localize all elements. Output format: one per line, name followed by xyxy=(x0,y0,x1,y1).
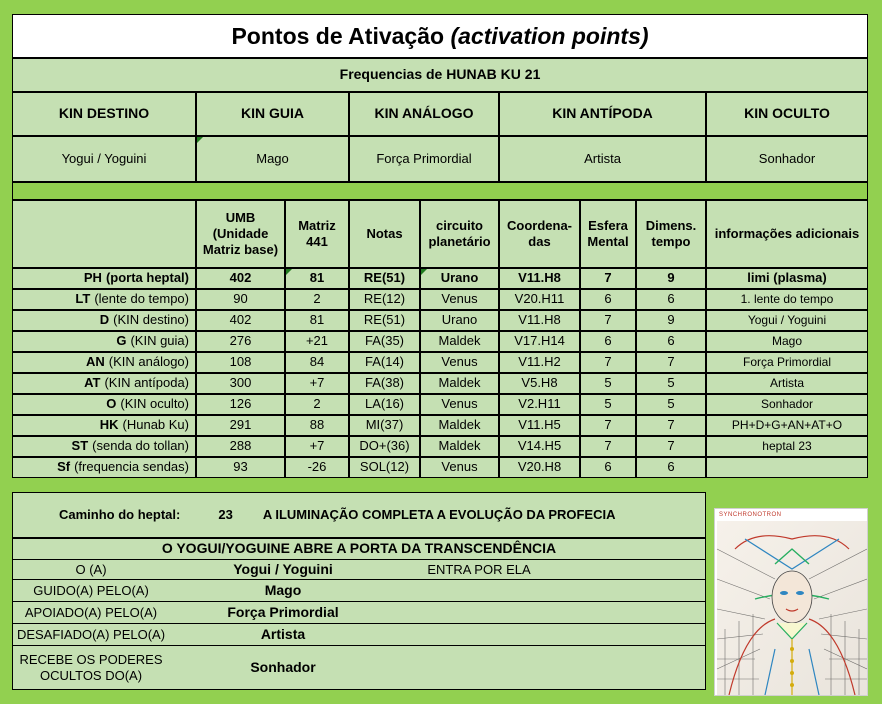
row-name: (KIN destino) xyxy=(113,312,189,328)
header-notas: Notas xyxy=(349,200,420,268)
row-abbr: O xyxy=(106,396,117,412)
cell-coord: V20.H8 xyxy=(499,457,580,478)
cell-nota: RE(12) xyxy=(349,289,420,310)
cell-dimens: 7 xyxy=(636,415,706,436)
header-esfera: Esfera Mental xyxy=(580,200,636,268)
cell-info: 1. lente do tempo xyxy=(706,289,868,310)
assignment-value: Força Primordial xyxy=(227,604,339,621)
row-name: (senda do tollan) xyxy=(92,438,189,454)
cell-circuito: Venus xyxy=(420,457,499,478)
cell-umb: 402 xyxy=(196,268,285,289)
row-label xyxy=(12,268,196,289)
cell-nota: DO+(36) xyxy=(349,436,420,457)
assignment-extra: ENTRA POR ELA xyxy=(427,561,531,577)
row-name: (Hunab Ku) xyxy=(122,417,189,433)
cell-nota: SOL(12) xyxy=(349,457,420,478)
kin-header-guia: KIN GUIA xyxy=(196,92,349,136)
assignment-row xyxy=(12,602,706,624)
row-name: (KIN guia) xyxy=(130,333,189,349)
row-name: (KIN oculto) xyxy=(120,396,189,412)
cell-circuito: Venus xyxy=(420,289,499,310)
row-label xyxy=(12,394,196,415)
kin-header-oculto: KIN OCULTO xyxy=(706,92,868,136)
cell-nota: FA(38) xyxy=(349,373,420,394)
cell-nota: MI(37) xyxy=(349,415,420,436)
assignment-value: Sonhador xyxy=(250,659,316,676)
cell-matriz: 81 xyxy=(285,268,349,289)
cell-dimens: 7 xyxy=(636,352,706,373)
assignment-extra xyxy=(397,624,561,646)
row-name: (frequencia sendas) xyxy=(74,459,189,475)
assignment-extra xyxy=(397,646,561,690)
row-abbr: Sf xyxy=(57,459,71,475)
row-abbr: AT xyxy=(84,375,101,391)
cell-dimens: 6 xyxy=(636,289,706,310)
cell-nota: RE(51) xyxy=(349,268,420,289)
cell-matriz: 81 xyxy=(285,310,349,331)
cell-dimens: 7 xyxy=(636,436,706,457)
cell-circuito: Venus xyxy=(420,352,499,373)
cell-coord: V11.H8 xyxy=(499,310,580,331)
cell-info: Sonhador xyxy=(706,394,868,415)
row-abbr: AN xyxy=(86,354,105,370)
cell-info: Mago xyxy=(706,331,868,352)
cell-esfera: 6 xyxy=(580,457,636,478)
page-title xyxy=(12,14,868,58)
cell-matriz: +7 xyxy=(285,373,349,394)
assignment-row xyxy=(12,580,706,602)
cell-coord: V14.H5 xyxy=(499,436,580,457)
cell-umb: 276 xyxy=(196,331,285,352)
assignment-row xyxy=(12,646,706,690)
cell-nota: LA(16) xyxy=(349,394,420,415)
kin-value-antipoda: Artista xyxy=(499,136,706,182)
cell-circuito: Maldek xyxy=(420,436,499,457)
cell-esfera: 7 xyxy=(580,436,636,457)
cell-circuito: Maldek xyxy=(420,373,499,394)
cell-esfera: 6 xyxy=(580,289,636,310)
cell-circuito: Urano xyxy=(420,310,499,331)
cell-circuito: Maldek xyxy=(420,415,499,436)
cell-info: Artista xyxy=(706,373,868,394)
cell-dimens: 9 xyxy=(636,268,706,289)
kin-value-destino: Yogui / Yoguini xyxy=(12,136,196,182)
row-label xyxy=(12,352,196,373)
kin-header-antipoda: KIN ANTÍPODA xyxy=(499,92,706,136)
cell-matriz: +21 xyxy=(285,331,349,352)
cell-info: limi (plasma) xyxy=(706,268,868,289)
cell-dimens: 5 xyxy=(636,373,706,394)
kin-value-analogo: Força Primordial xyxy=(349,136,499,182)
assignment-value: Mago xyxy=(264,582,302,599)
cell-nota: RE(51) xyxy=(349,310,420,331)
cell-umb: 108 xyxy=(196,352,285,373)
spacer-bar xyxy=(12,182,868,200)
header-dimens: Dimens. tempo xyxy=(636,200,706,268)
cell-matriz: 2 xyxy=(285,289,349,310)
cell-dimens: 6 xyxy=(636,457,706,478)
cell-circuito: Venus xyxy=(420,394,499,415)
kin-value-oculto: Sonhador xyxy=(706,136,868,182)
assignment-row xyxy=(12,624,706,646)
cell-info: Força Primordial xyxy=(706,352,868,373)
cell-circuito: Maldek xyxy=(420,331,499,352)
assignment-label: APOIADO(A) PELO(A) xyxy=(24,604,158,620)
assignment-value: Artista xyxy=(260,626,306,643)
row-abbr: PH xyxy=(83,270,102,286)
assignment-label: DESAFIADO(A) PELO(A) xyxy=(16,626,166,642)
header-umb: UMB (Unidade Matriz base) xyxy=(196,200,285,268)
title-main: Pontos de Ativação xyxy=(231,22,445,49)
row-label xyxy=(12,331,196,352)
kin-header-destino: KIN DESTINO xyxy=(12,92,196,136)
row-abbr: HK xyxy=(99,417,119,433)
row-label xyxy=(12,457,196,478)
cell-nota: FA(35) xyxy=(349,331,420,352)
cell-nota: FA(14) xyxy=(349,352,420,373)
row-abbr: LT xyxy=(75,291,91,307)
cell-info: heptal 23 xyxy=(706,436,868,457)
row-label xyxy=(12,415,196,436)
row-abbr: D xyxy=(99,312,110,328)
header-circuito: circuito planetário xyxy=(420,200,499,268)
cell-coord: V2.H11 xyxy=(499,394,580,415)
cell-circuito: Urano xyxy=(420,268,499,289)
cell-coord: V11.H2 xyxy=(499,352,580,373)
row-name: (KIN antípoda) xyxy=(104,375,189,391)
synchronotron-image xyxy=(714,508,868,696)
caminho-text: A ILUMINAÇÃO COMPLETA A EVOLUÇÃO DA PROFECIA xyxy=(262,506,616,522)
assignment-value: Yogui / Yoguini xyxy=(233,561,333,578)
cell-info: PH+D+G+AN+AT+O xyxy=(706,415,868,436)
cell-dimens: 6 xyxy=(636,331,706,352)
cell-esfera: 6 xyxy=(580,331,636,352)
cell-matriz: 2 xyxy=(285,394,349,415)
header-coordenadas: Coordena- das xyxy=(499,200,580,268)
header-blank xyxy=(12,200,196,268)
row-name: (lente do tempo) xyxy=(94,291,189,307)
cell-umb: 126 xyxy=(196,394,285,415)
image-caption: SYNCHRONOTRON xyxy=(719,512,782,518)
subtitle: Frequencias de HUNAB KU 21 xyxy=(12,58,868,92)
cell-umb: 288 xyxy=(196,436,285,457)
heptal-panel xyxy=(12,492,706,696)
cell-info: Yogui / Yoguini xyxy=(706,310,868,331)
cell-dimens: 5 xyxy=(636,394,706,415)
cell-matriz: -26 xyxy=(285,457,349,478)
row-label xyxy=(12,436,196,457)
cell-coord: V17.H14 xyxy=(499,331,580,352)
row-abbr: G xyxy=(116,333,127,349)
kin-value-guia: Mago xyxy=(196,136,349,182)
row-name: (KIN análogo) xyxy=(108,354,189,370)
cell-matriz: 88 xyxy=(285,415,349,436)
row-label xyxy=(12,310,196,331)
cell-esfera: 5 xyxy=(580,394,636,415)
row-label xyxy=(12,373,196,394)
transcendence-heading: O YOGUI/YOGUINE ABRE A PORTA DA TRANSCENDÊNCIA xyxy=(12,538,706,560)
cell-coord: V20.H11 xyxy=(499,289,580,310)
row-label xyxy=(12,289,196,310)
synchronotron-figure-icon xyxy=(715,509,868,696)
cell-coord: V11.H8 xyxy=(499,268,580,289)
assignment-label: GUIDO(A) PELO(A) xyxy=(33,582,149,598)
cell-matriz: 84 xyxy=(285,352,349,373)
cell-umb: 90 xyxy=(196,289,285,310)
header-info: informações adicionais xyxy=(706,200,868,268)
caminho-number: 23 xyxy=(218,506,233,522)
caminho-label: Caminho do heptal: xyxy=(59,506,181,522)
header-matriz: Matriz 441 xyxy=(285,200,349,268)
cell-esfera: 7 xyxy=(580,310,636,331)
caminho-row xyxy=(12,492,706,538)
row-name: (porta heptal) xyxy=(105,270,189,286)
cell-matriz: +7 xyxy=(285,436,349,457)
assignment-row xyxy=(12,560,706,580)
cell-esfera: 7 xyxy=(580,415,636,436)
cell-dimens: 9 xyxy=(636,310,706,331)
cell-esfera: 5 xyxy=(580,373,636,394)
assignment-extra xyxy=(397,602,561,624)
cell-info xyxy=(706,457,868,478)
assignment-label: O (A) xyxy=(75,561,107,577)
cell-umb: 93 xyxy=(196,457,285,478)
cell-umb: 300 xyxy=(196,373,285,394)
cell-umb: 291 xyxy=(196,415,285,436)
cell-umb: 402 xyxy=(196,310,285,331)
cell-coord: V11.H5 xyxy=(499,415,580,436)
assignment-extra xyxy=(397,580,561,602)
assignment-label: RECEBE OS PODERES OCULTOS DO(A) xyxy=(19,651,163,683)
kin-header-analogo: KIN ANÁLOGO xyxy=(349,92,499,136)
cell-esfera: 7 xyxy=(580,268,636,289)
row-abbr: ST xyxy=(71,438,89,454)
cell-esfera: 7 xyxy=(580,352,636,373)
title-italic: (activation points) xyxy=(450,22,649,49)
cell-coord: V5.H8 xyxy=(499,373,580,394)
